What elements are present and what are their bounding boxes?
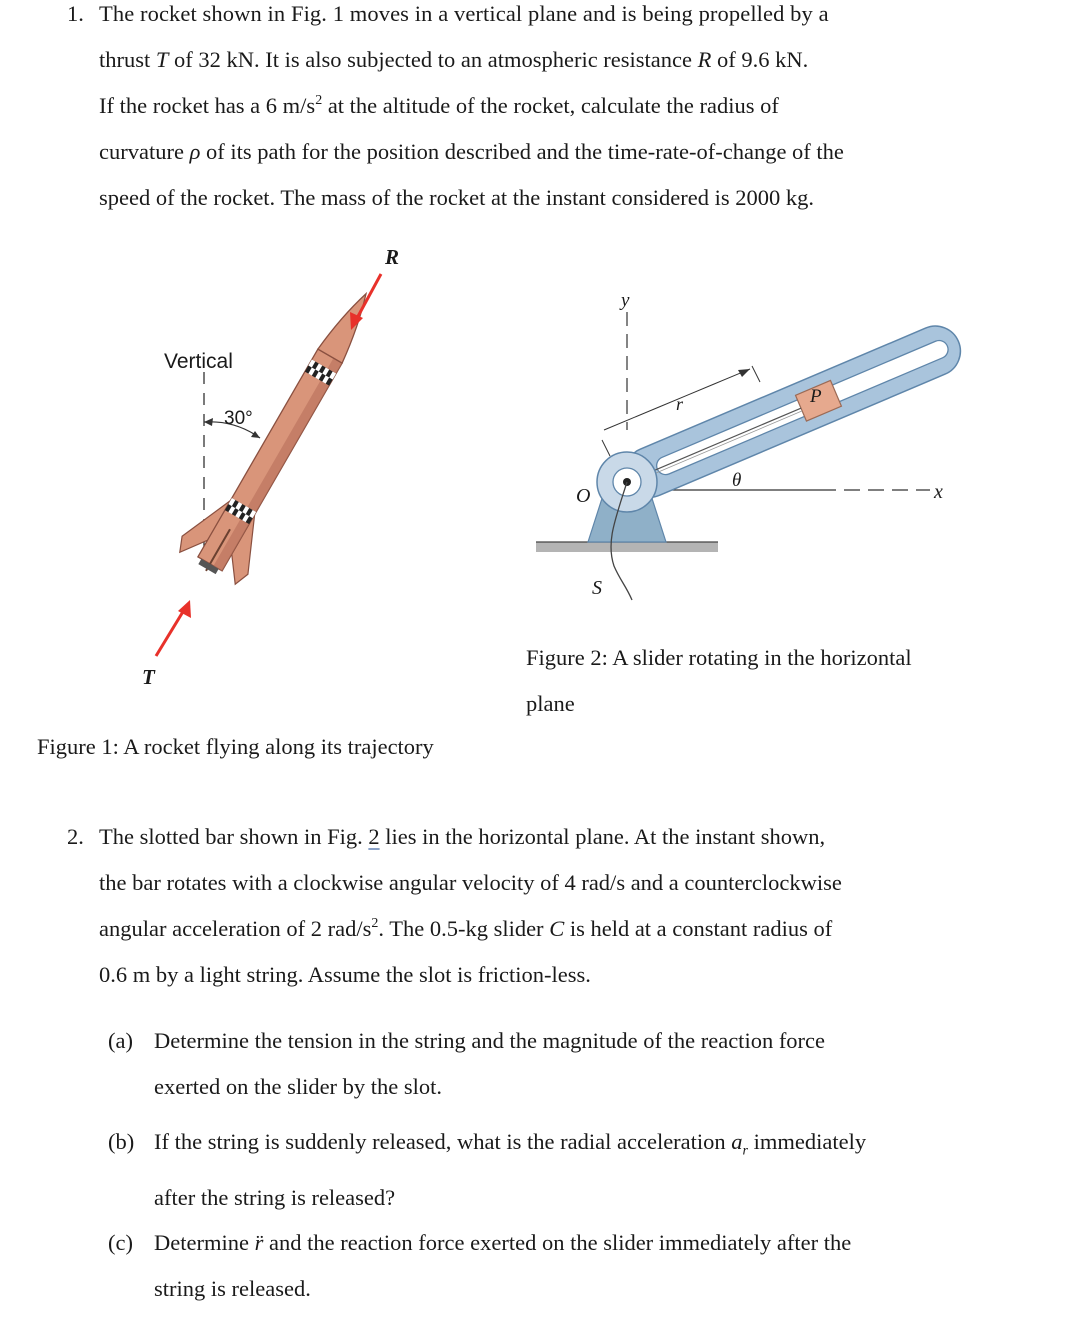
part-b-label: (b): [108, 1129, 135, 1154]
part-b-line-1: If the string is suddenly released, what is the radial acceleration $a_r$ immediately: [154, 1129, 867, 1159]
figure-1-caption: Figure 1: A rocket flying along its trajectory: [37, 734, 434, 759]
label-P: P: [810, 386, 822, 407]
label-S: S: [592, 577, 602, 599]
q1-line-1: The rocket shown in Fig. 1 moves in a vertical plane and is being propelled by a: [99, 1, 829, 26]
figure-2-reference-link[interactable]: 2: [368, 824, 380, 849]
label-vertical: Vertical: [164, 350, 233, 373]
thrust-arrow: [156, 610, 184, 656]
angle-arrow-head-2: [251, 431, 260, 438]
question-1-text: [99, 0, 999, 221]
part-a-line-1: Determine the tension in the string and the magnitude of the reaction force: [154, 1028, 826, 1053]
label-r: r: [676, 394, 684, 414]
question-1-number: 1.: [67, 1, 84, 26]
question-2-number: 2.: [67, 824, 84, 849]
ground: [536, 542, 718, 552]
part-a-line-2: exerted on the slider by the slot.: [154, 1074, 443, 1099]
part-c-line-1: Determine r̈ and the reaction force exerted on the slider immediately after the: [154, 1230, 852, 1255]
q2-line-3: angular acceleration of 2 rad/$s^2$. The 0.5-kg slider C is held at a constant radius of: [99, 916, 833, 941]
label-x: x: [934, 481, 943, 503]
label-theta: θ: [732, 470, 742, 491]
part-a-text: [154, 1018, 825, 1110]
label-O: O: [576, 485, 591, 507]
part-c-line-2: string is released.: [154, 1276, 311, 1301]
q1-line-4: curvature ρ of its path for the position described and the time-rate-of-change of the: [99, 139, 844, 164]
part-b-line-2: after the string is released?: [154, 1184, 396, 1210]
label-y: y: [621, 290, 630, 311]
q1-line-5: speed of the rocket. The mass of the rocket at the instant considered is 2000 kg.: [99, 185, 815, 210]
label-R: R: [385, 245, 400, 269]
slotted-bar: [617, 318, 968, 505]
part-c-text: [154, 1220, 851, 1312]
resistance-arrow: [356, 274, 381, 320]
figure-2-caption-line-1: Figure 2: A slider rotating in the horizontal: [526, 645, 912, 670]
question-2-text: [99, 814, 999, 998]
rocket-body: [173, 275, 399, 590]
figure-2-caption-line-2: plane: [526, 691, 575, 716]
part-b-text: [154, 1119, 866, 1221]
r-dimension-ext-1: [602, 440, 610, 456]
q2-line-2: the bar rotates with a clockwise angular velocity of 4 rad/s and a counterclockwise: [99, 870, 842, 895]
q1-line-2: thrust T of 32 kN. It is also subjected to an atmospheric resistance R of 9.6 kN.: [99, 47, 809, 72]
figure-2-slotted-bar: [520, 280, 1000, 610]
label-30-degrees: 30°: [224, 408, 253, 429]
q2-line-4: 0.6 m by a light string. Assume the slot is friction-less.: [99, 962, 591, 987]
q1-line-3: If the rocket has a 6 $m/s^2$ at the altitude of the rocket, calculate the radius of: [99, 93, 779, 118]
part-c-label: (c): [108, 1230, 133, 1255]
angle-arrow-head: [204, 418, 213, 426]
q2-line-1: The slotted bar shown in Fig. 2 lies in the horizontal plane. At the instant shown,: [99, 824, 826, 849]
figure-1-rocket: [120, 240, 420, 700]
part-a-label: (a): [108, 1028, 133, 1053]
r-dimension-arrow: [738, 369, 750, 377]
label-T: T: [142, 665, 155, 689]
rocket-tube-shade: [213, 358, 342, 571]
